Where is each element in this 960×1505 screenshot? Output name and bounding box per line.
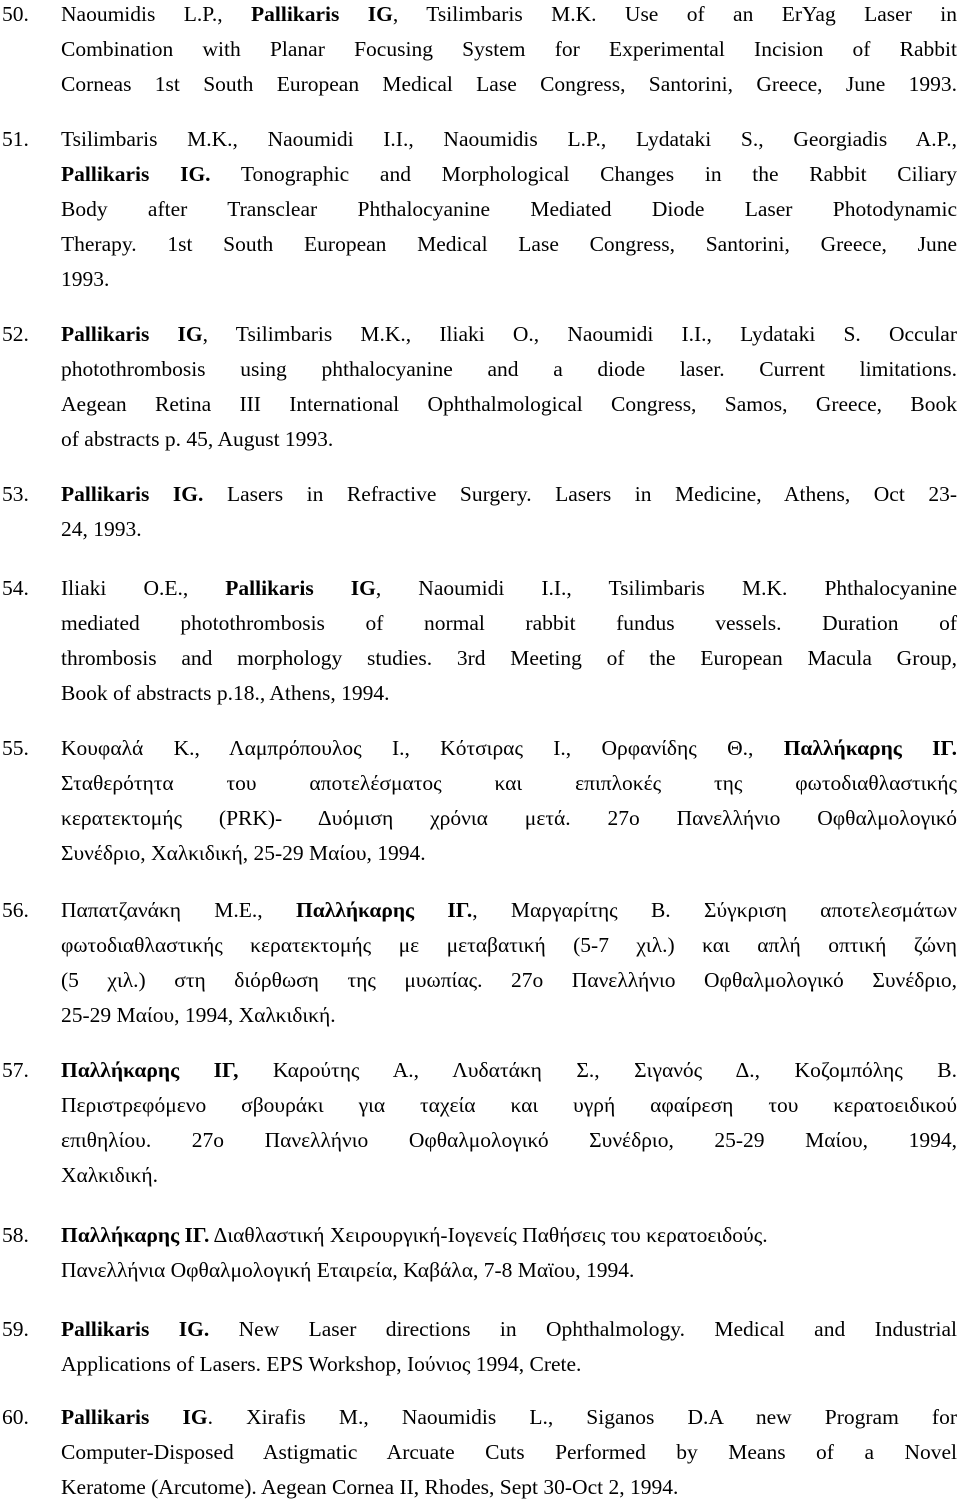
reference-line: Keratome (Arcutome). Aegean Cornea II, Rhodes, Sept 30-Oct 2, 1994. [61, 1475, 679, 1499]
author-highlight: Pallikaris IG [61, 1405, 208, 1429]
author-highlight: Pallikaris IG. [61, 1317, 210, 1341]
author-highlight: Pallikaris IG [225, 576, 376, 600]
reference-line: Computer-Disposed Astigmatic Arcuate Cuts Performed by Means of a Novel [61, 1440, 957, 1464]
reference-line: Παλλήκαρης ΙΓ, Καρούτης Α., Λυδατάκη Σ., Σιγανός Δ., Κοζομπόλης Β. [61, 1058, 957, 1082]
reference-line: επιθηλίου. 27ο Πανελλήνιο Οφθαλμολογικό Συνέδριο, 25-29 Μαίου, 1994, [61, 1128, 957, 1152]
reference-number: 55. [2, 736, 29, 760]
author-highlight: Pallikaris IG. [61, 162, 211, 186]
reference-line: 24, 1993. [61, 517, 142, 541]
reference-line: (5 χιλ.) στη διόρθωση της μυωπίας. 27ο Πανελλήνιο Οφθαλμολογικό Συνέδριο, [61, 968, 957, 992]
reference-line: Χαλκιδική. [61, 1163, 159, 1187]
reference-line: Pallikaris IG. Xirafis M., Naoumidis L., Siganos D.A new Program for [61, 1405, 957, 1429]
reference-line: Pallikaris IG. Lasers in Refractive Surgery. Lasers in Medicine, Athens, Oct 23- [61, 482, 958, 506]
reference-line: Pallikaris IG. Tonographic and Morphological Changes in the Rabbit Ciliary [61, 162, 957, 186]
reference-line: Aegean Retina III International Ophthalmological Congress, Samos, Greece, Book [61, 392, 957, 416]
reference-number: 59. [2, 1317, 29, 1341]
reference-line: photothrombosis using phthalocyanine and a diode laser. Current limitations. [61, 357, 957, 381]
author-highlight: Παλλήκαρης ΙΓ. [61, 1223, 210, 1247]
reference-line: φωτοδιαθλαστικής κερατεκτομής με μεταβατική (5-7 χιλ.) και απλή οπτική ζώνη [61, 933, 957, 957]
reference-number: 56. [2, 898, 29, 922]
reference-line: Σταθερότητα του αποτελέσματος και επιπλοκές της φωτοδιαθλαστικής [61, 771, 957, 795]
reference-line: Corneas 1st South European Medical Lase Congress, Santorini, Greece, June 1993. [61, 72, 957, 96]
reference-line: Applications of Lasers. EPS Workshop, Ιούνιος 1994, Crete. [61, 1352, 582, 1376]
reference-line: Tsilimbaris M.K., Naoumidi I.I., Naoumidis L.P., Lydataki S., Georgiadis A.P., [61, 127, 957, 151]
reference-number: 60. [2, 1405, 29, 1429]
author-highlight: Παλλήκαρης ΙΓ. [783, 736, 957, 760]
reference-line: Pallikaris IG. New Laser directions in Ophthalmology. Medical and Industrial [61, 1317, 957, 1341]
reference-line: Book of abstracts p.18., Athens, 1994. [61, 681, 390, 705]
reference-line: Naoumidis L.P., Pallikaris IG, Tsilimbaris M.K. Use of an ErYag Laser in [61, 2, 957, 26]
author-highlight: Pallikaris IG. [61, 482, 204, 506]
reference-line: Περιστρεφόμενο σβουράκι για ταχεία και υγρή αφαίρεση του κερατοειδικού [61, 1093, 957, 1117]
author-highlight: Παλλήκαρης ΙΓ, [61, 1058, 239, 1082]
reference-line: of abstracts p. 45, August 1993. [61, 427, 334, 451]
reference-number: 52. [2, 322, 29, 346]
reference-number: 50. [2, 2, 29, 26]
author-highlight: Pallikaris IG [251, 2, 393, 26]
reference-line: Combination with Planar Focusing System for Experimental Incision of Rabbit [61, 37, 957, 61]
reference-number: 54. [2, 576, 29, 600]
reference-line: mediated photothrombosis of normal rabbit fundus vessels. Duration of [61, 611, 957, 635]
reference-line: Συνέδριο, Χαλκιδική, 25-29 Μαίου, 1994. [61, 841, 426, 865]
reference-line: Pallikaris IG, Tsilimbaris M.K., Iliaki O., Naoumidi I.I., Lydataki S. Occular [61, 322, 958, 346]
reference-line: κερατεκτομής (PRK)- Δυόμιση χρόνια μετά. 27ο Πανελλήνιο Οφθαλμολογικό [61, 806, 957, 830]
reference-line: 25-29 Μαίου, 1994, Χαλκιδική. [61, 1003, 336, 1027]
reference-line: Πανελλήνια Οφθαλμολογική Εταιρεία, Καβάλα, 7-8 Μαϊου, 1994. [61, 1258, 635, 1282]
reference-line: Κουφαλά Κ., Λαμπρόπουλος Ι., Κότσιρας Ι., Ορφανίδης Θ., Παλλήκαρης ΙΓ. [61, 736, 957, 760]
reference-number: 53. [2, 482, 29, 506]
reference-line: Body after Transclear Phthalocyanine Mediated Diode Laser Photodynamic [61, 197, 957, 221]
reference-line: Παλλήκαρης ΙΓ. Διαθλαστική Χειρουργική-Ιογενείς Παθήσεις του κερατοειδούς. [61, 1223, 768, 1247]
reference-line: thrombosis and morphology studies. 3rd Meeting of the European Macula Group, [61, 646, 957, 670]
reference-line: 1993. [61, 267, 110, 291]
reference-line: Iliaki O.E., Pallikaris IG, Naoumidi I.I., Tsilimbaris M.K. Phthalocyanine [61, 576, 957, 600]
reference-number: 57. [2, 1058, 29, 1082]
reference-number: 51. [2, 127, 29, 151]
reference-line: Therapy. 1st South European Medical Lase Congress, Santorini, Greece, June [61, 232, 957, 256]
author-highlight: Pallikaris IG [61, 322, 203, 346]
author-highlight: Παλλήκαρης ΙΓ. [295, 898, 473, 922]
reference-number: 58. [2, 1223, 29, 1247]
reference-line: Παπατζανάκη Μ.Ε., Παλλήκαρης ΙΓ., Μαργαρίτης Β. Σύγκριση αποτελεσμάτων [61, 898, 957, 922]
